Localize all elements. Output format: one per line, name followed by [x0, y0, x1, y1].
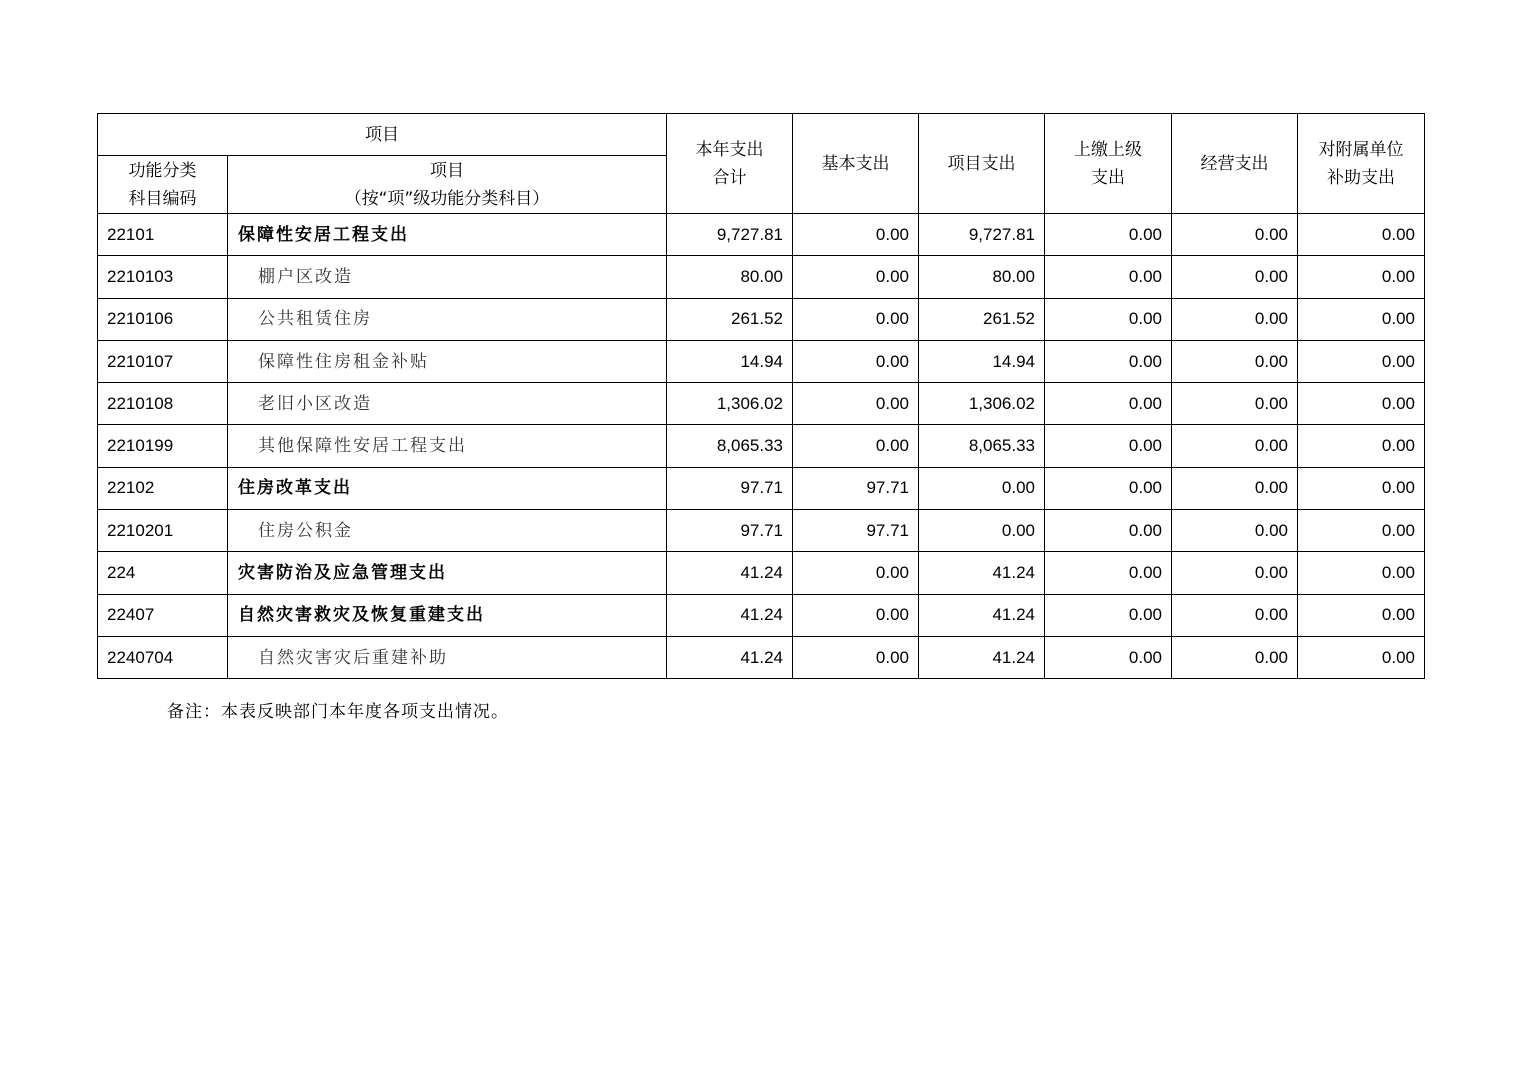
table-row — [98, 340, 1425, 382]
cell-basic: 0.00 — [793, 383, 919, 425]
cell-code: 2210106 — [98, 298, 228, 340]
table-row — [98, 636, 1425, 678]
header-basic: 基本支出 — [793, 114, 919, 214]
cell-upper: 0.00 — [1045, 425, 1172, 467]
table-row — [98, 425, 1425, 467]
header-upper-line1: 上缴上级 — [1074, 139, 1142, 160]
cell-name: 自然灾害救灾及恢复重建支出 — [228, 594, 667, 636]
cell-name: 住房公积金 — [228, 510, 667, 552]
header-code-line1: 功能分类 — [128, 160, 197, 181]
cell-total: 1,306.02 — [667, 383, 793, 425]
header-project-group: 项目 — [98, 114, 667, 156]
cell-upper: 0.00 — [1045, 383, 1172, 425]
table-row — [98, 256, 1425, 298]
cell-basic: 0.00 — [793, 340, 919, 382]
cell-project: 0.00 — [919, 467, 1045, 509]
cell-total: 41.24 — [667, 636, 793, 678]
cell-subsidy: 0.00 — [1298, 383, 1425, 425]
cell-operating: 0.00 — [1172, 636, 1298, 678]
table-row — [98, 383, 1425, 425]
header-total — [667, 114, 793, 214]
cell-name: 保障性安居工程支出 — [228, 214, 667, 256]
cell-code: 2240704 — [98, 636, 228, 678]
header-operating: 经营支出 — [1172, 114, 1298, 214]
cell-basic: 0.00 — [793, 298, 919, 340]
cell-project: 8,065.33 — [919, 425, 1045, 467]
cell-basic: 97.71 — [793, 510, 919, 552]
cell-total: 9,727.81 — [667, 214, 793, 256]
cell-upper: 0.00 — [1045, 340, 1172, 382]
header-project: 项目支出 — [919, 114, 1045, 214]
expenditure-table — [97, 113, 1425, 679]
cell-subsidy: 0.00 — [1298, 594, 1425, 636]
cell-upper: 0.00 — [1045, 256, 1172, 298]
header-upper-line2: 支出 — [1091, 167, 1125, 188]
cell-upper: 0.00 — [1045, 298, 1172, 340]
cell-operating: 0.00 — [1172, 383, 1298, 425]
header-code-line2: 科目编码 — [128, 188, 197, 209]
header-subsidy-line2: 补助支出 — [1327, 167, 1395, 188]
cell-total: 8,065.33 — [667, 425, 793, 467]
header-name — [228, 156, 667, 214]
cell-project: 41.24 — [919, 594, 1045, 636]
cell-code: 224 — [98, 552, 228, 594]
cell-name: 其他保障性安居工程支出 — [228, 425, 667, 467]
cell-basic: 0.00 — [793, 594, 919, 636]
header-upper — [1045, 114, 1172, 214]
cell-subsidy: 0.00 — [1298, 256, 1425, 298]
cell-upper: 0.00 — [1045, 552, 1172, 594]
cell-project: 41.24 — [919, 636, 1045, 678]
cell-name: 自然灾害灾后重建补助 — [228, 636, 667, 678]
cell-operating: 0.00 — [1172, 256, 1298, 298]
cell-code: 22101 — [98, 214, 228, 256]
table-body — [98, 214, 1425, 679]
cell-subsidy: 0.00 — [1298, 552, 1425, 594]
cell-subsidy: 0.00 — [1298, 425, 1425, 467]
header-subsidy-line1: 对附属单位 — [1318, 139, 1404, 160]
cell-project: 14.94 — [919, 340, 1045, 382]
table-row — [98, 510, 1425, 552]
table-row — [98, 467, 1425, 509]
cell-name: 老旧小区改造 — [228, 383, 667, 425]
footnote: 备注：本表反映部门本年度各项支出情况。 — [167, 702, 509, 722]
cell-subsidy: 0.00 — [1298, 467, 1425, 509]
cell-project: 0.00 — [919, 510, 1045, 552]
cell-project: 9,727.81 — [919, 214, 1045, 256]
cell-operating: 0.00 — [1172, 594, 1298, 636]
cell-subsidy: 0.00 — [1298, 510, 1425, 552]
cell-total: 41.24 — [667, 552, 793, 594]
cell-code: 2210199 — [98, 425, 228, 467]
header-name-line1: 项目 — [430, 160, 464, 181]
cell-subsidy: 0.00 — [1298, 298, 1425, 340]
table-row — [98, 594, 1425, 636]
header-name-line2: （按“项”级功能分类科目） — [344, 188, 550, 209]
cell-operating: 0.00 — [1172, 298, 1298, 340]
cell-total: 41.24 — [667, 594, 793, 636]
cell-subsidy: 0.00 — [1298, 636, 1425, 678]
cell-code: 2210108 — [98, 383, 228, 425]
cell-operating: 0.00 — [1172, 214, 1298, 256]
cell-basic: 97.71 — [793, 467, 919, 509]
cell-upper: 0.00 — [1045, 636, 1172, 678]
cell-total: 14.94 — [667, 340, 793, 382]
header-row-top — [98, 114, 1425, 156]
cell-code: 2210107 — [98, 340, 228, 382]
cell-code: 2210201 — [98, 510, 228, 552]
cell-upper: 0.00 — [1045, 214, 1172, 256]
cell-name: 灾害防治及应急管理支出 — [228, 552, 667, 594]
cell-subsidy: 0.00 — [1298, 340, 1425, 382]
header-total-line1: 本年支出 — [695, 139, 764, 160]
header-subsidy — [1298, 114, 1425, 214]
cell-basic: 0.00 — [793, 214, 919, 256]
cell-operating: 0.00 — [1172, 340, 1298, 382]
cell-basic: 0.00 — [793, 636, 919, 678]
cell-total: 261.52 — [667, 298, 793, 340]
cell-operating: 0.00 — [1172, 510, 1298, 552]
cell-operating: 0.00 — [1172, 467, 1298, 509]
cell-basic: 0.00 — [793, 256, 919, 298]
cell-code: 22407 — [98, 594, 228, 636]
header-code — [98, 156, 228, 214]
cell-name: 保障性住房租金补贴 — [228, 340, 667, 382]
cell-name: 公共租赁住房 — [228, 298, 667, 340]
cell-basic: 0.00 — [793, 425, 919, 467]
cell-code: 22102 — [98, 467, 228, 509]
cell-name: 住房改革支出 — [228, 467, 667, 509]
header-total-line2: 合计 — [712, 167, 747, 188]
cell-code: 2210103 — [98, 256, 228, 298]
table-row — [98, 552, 1425, 594]
cell-project: 80.00 — [919, 256, 1045, 298]
cell-upper: 0.00 — [1045, 510, 1172, 552]
cell-total: 97.71 — [667, 510, 793, 552]
table-row — [98, 214, 1425, 256]
cell-upper: 0.00 — [1045, 594, 1172, 636]
table-row — [98, 298, 1425, 340]
cell-basic: 0.00 — [793, 552, 919, 594]
cell-operating: 0.00 — [1172, 425, 1298, 467]
cell-total: 80.00 — [667, 256, 793, 298]
cell-operating: 0.00 — [1172, 552, 1298, 594]
cell-project: 261.52 — [919, 298, 1045, 340]
cell-project: 41.24 — [919, 552, 1045, 594]
cell-total: 97.71 — [667, 467, 793, 509]
cell-project: 1,306.02 — [919, 383, 1045, 425]
cell-upper: 0.00 — [1045, 467, 1172, 509]
cell-name: 棚户区改造 — [228, 256, 667, 298]
cell-subsidy: 0.00 — [1298, 214, 1425, 256]
